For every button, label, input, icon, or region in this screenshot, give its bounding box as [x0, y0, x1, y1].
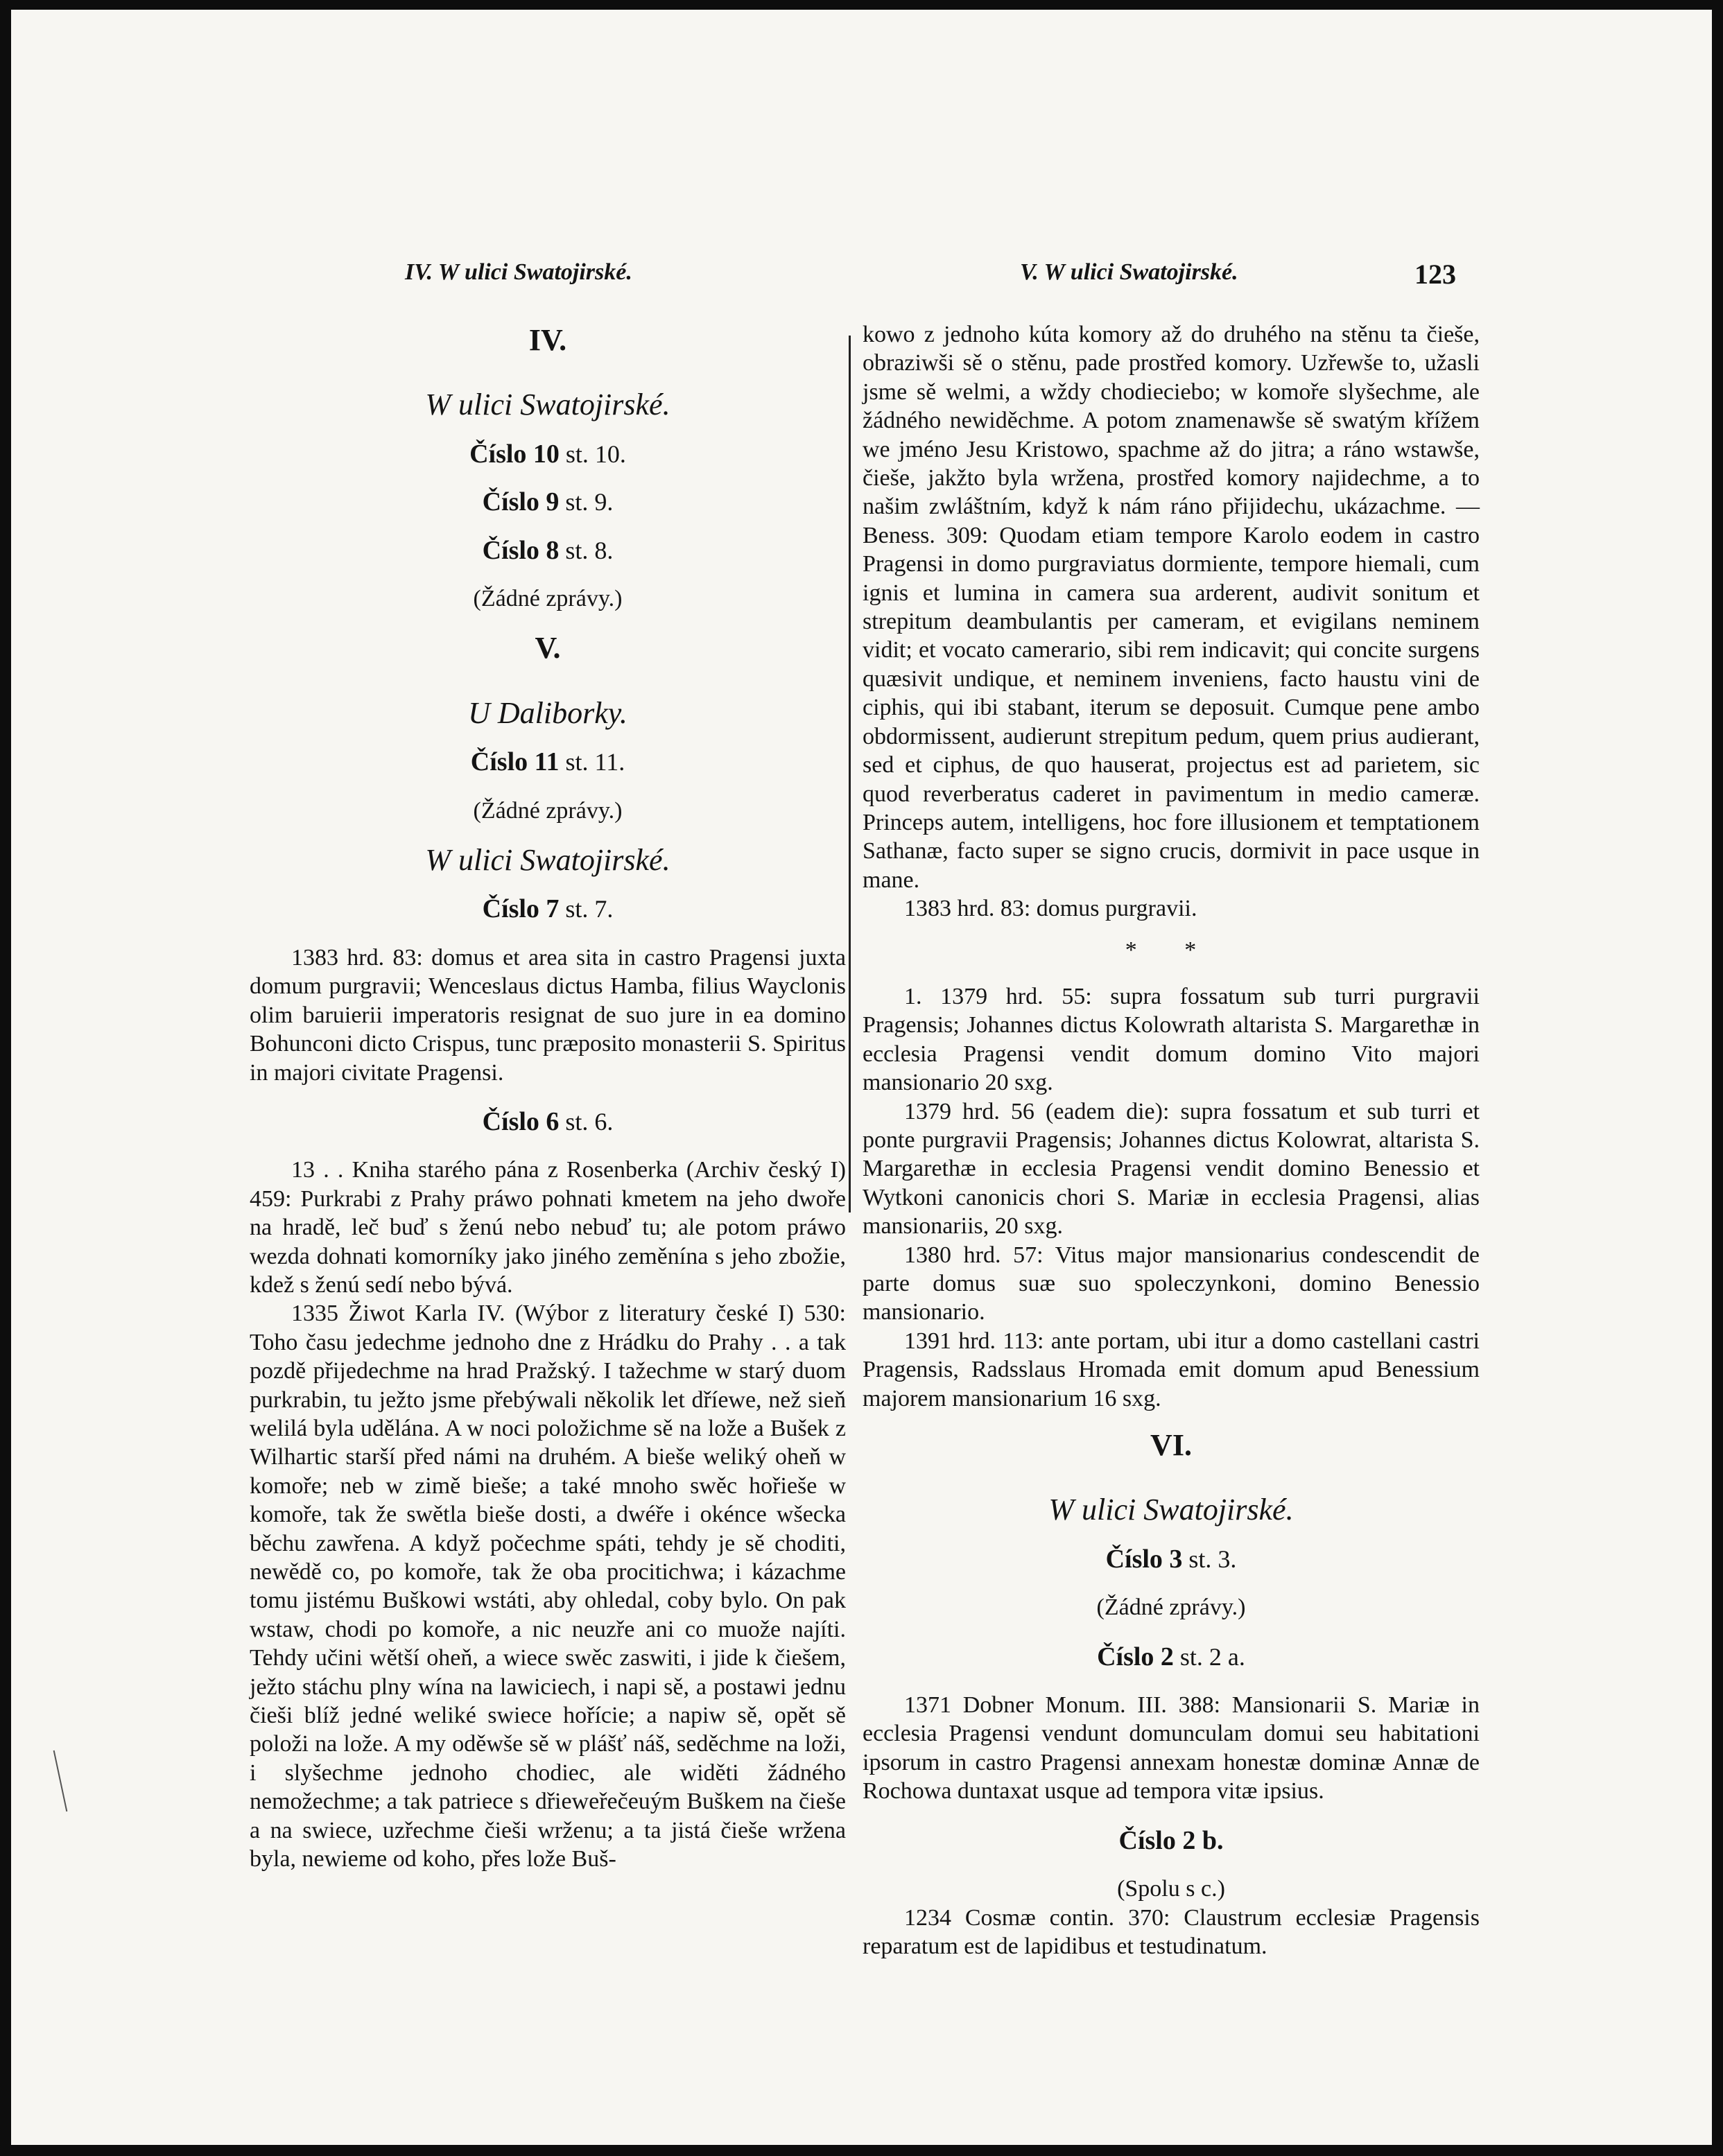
record-paragraph: 1234 Cosmæ contin. 370: Claustrum ecclesiæ Pragensis reparatum est de lapidibus et testudinatum. [863, 1904, 1480, 1959]
margin-scratch-mark [53, 1750, 68, 1811]
house-number-9: Číslo 9 st. 9. [482, 487, 614, 517]
subheading-street: W ulici Swatojirské. [425, 388, 670, 422]
house-number-2a: Číslo 2 st. 2 a. [1097, 1642, 1245, 1671]
record-paragraph: 1. 1379 hrd. 55: supra fossatum sub turri purgravii Pragensis; Johannes dictus Kolowrath altarista S. Margarethæ in ecclesia Pragensi vendit domum domino Vito majori mansionario 20 sxg. [863, 983, 1480, 1096]
house-number-11: Číslo 11 st. 11. [470, 747, 625, 777]
subheading-street: W ulici Swatojirské. [425, 843, 670, 878]
left-running-title: IV. W ulici Swatojirské. [405, 259, 632, 285]
right-column [863, 320, 1480, 1961]
house-number-2b: Číslo 2 b. [1118, 1825, 1224, 1855]
record-paragraph: 1391 hrd. 113: ante portam, ubi itur a domo castellani castri Pragensis, Radsslaus Hromada emit domum apud Benessium majorem mansionarium 16 sxg. [863, 1328, 1480, 1411]
section-heading-v: V. [535, 631, 561, 666]
no-records-note: (Žádné zprávy.) [473, 797, 623, 824]
page-number: 123 [1414, 259, 1456, 290]
no-records-note: (Žádné zprávy.) [1096, 1594, 1246, 1621]
no-records-note: (Žádné zprávy.) [473, 586, 623, 612]
record-paragraph: 1383 hrd. 83: domus purgravii. [904, 896, 1197, 922]
house-number-10: Číslo 10 st. 10. [469, 439, 626, 469]
record-paragraph: 1379 hrd. 56 (eadem die): supra fossatum et sub turri et ponte purgravii Pragensis; Johannes dictus Kolowrat, altarista S. Margarethæ in ecclesia Pragensi vendit domino Benessio et Wytkoni canonicis chori S. Mariæ in ecclesia Pragensi, alias mansionariis, 20 sxg. [863, 1098, 1480, 1240]
section-heading-iv: IV. [528, 323, 567, 357]
record-paragraph: 1335 Žiwot Karla IV. (Wýbor z literatury české I) 530: Toho času jedechme jednoho dne z Hrádku do Prahy . . a tak pozdě přijedechme na hrad Pražský. I tažechme w starý duom purkrabin, tu ježto jsme přebýwali několik let dříewe, než sieň welilá byla udělána. A w noci položichme sě na lože a Bušek z Wilhartic starší před námi na druhém. A bieše weliký oheň w komoře; neb w zimě bieše; a také mnoho swěc hořieše w komoře, tak že swětla bieše dosti, a dwéře i okénce wšecka běchu zawřena. A když počechme spáti, tehdy je sě choditi, newědě co, po komoře, tak že oba procitichwa; i kázachme tomu jistému Buškowi wstáti, aby ohledal, coby bylo. On pak wstaw, chodi po komoře, a nic neuzře ani co muože najíti. Tehdy učini wětší oheň, a wiece swěc zaswiti, i jide k čiešem, ježto stáchu plny wína na lawiciech, i napi sě, a postawi jednu čieši blíž jedné weliké swiece hořície; a napiw sě, opět sě položi na lože. A my oděwše sě w plášť náš, seděchme na loži, i slyšechme jednoho chodiec, ale widěti žádného nemožechme; a tak patriece s dřieweřečeuým Buškem na čieše a na swiece, uzřechme čieši wrženu; a ta jistá čieše wržena byla, newieme od koho, přes lože Buš- [250, 1301, 846, 1872]
section-asterisks: * * [1125, 937, 1218, 963]
record-paragraph: 1371 Dobner Monum. III. 388: Mansionarii S. Mariæ in ecclesia Pragensi vendunt domunculam domui seu habitationi ipsorum in castro Pragensi annexam honestæ dominæ Annæ de Rochowa duntaxat usque ad tempora vitæ ipsius. [863, 1692, 1480, 1805]
book-page [11, 10, 1712, 2145]
subheading-street: W ulici Swatojirské. [1048, 1493, 1294, 1527]
house-number-8: Číslo 8 st. 8. [482, 535, 614, 565]
section-heading-vi: VI. [1150, 1428, 1192, 1463]
house-number-6: Číslo 6 st. 6. [482, 1106, 614, 1136]
right-running-title: V. W ulici Swatojirské. [1020, 259, 1238, 285]
record-paragraph: 13 . . Kniha starého pána z Rosenberka (Archiv český I) 459: Purkrabi z Prahy práwo pohnati kmetem na jeho dwoře na hradě, leč buď s ženú nebo nebuď tu; ale potom práwo wezda dohnati komorníky jako jiného zeměnína s jeho zbožie, kdež s ženú sedí nebo bývá. [250, 1157, 846, 1298]
record-paragraph: 1380 hrd. 57: Vitus major mansionarius condescendit de parte domus suæ suo spoleczynkoni, domino Benessio mansionario. [863, 1242, 1480, 1325]
subheading-daliborka: U Daliborky. [468, 695, 627, 730]
record-paragraph: 1383 hrd. 83: domus et area sita in castro Pragensi juxta domum purgravii; Wenceslaus dictus Hamba, filius Wayclonis olim baruierii imperatoris resignat de suo jure in ea domino Bohunconi dicto Crispus, tunc præposito monasterii S. Spiritus in majori civitate Pragensi. [250, 944, 846, 1086]
house-number-3: Číslo 3 st. 3. [1105, 1544, 1237, 1574]
column-divider [849, 336, 851, 1212]
house-number-7: Číslo 7 st. 7. [482, 894, 614, 924]
together-note: (Spolu s c.) [1117, 1876, 1225, 1902]
left-column [250, 320, 846, 1873]
record-paragraph: kowo z jednoho kúta komory až do druhého na stěnu ta čieše, obraziwši sě o stěnu, pade prostřed komory. Uzřewše to, užasli jsme sě welmi, a wždy chodieciebo; w komoře slyšechme, ale žádného newiděchme. A potom znamenawše sě swatým křížem we jméno Jesu Kristowo, spachme až do jitra; a ráno wstawše, čieše, jakžto byla wržena, prostřed komory najidechme, a to našim zwláštním, když k nám ráno přijidechu, ukázachme. — Beness. 309: Quodam etiam tempore Karolo eodem in castro Pragensi in domo purgraviatus dormiente, tempore hiemali, cum ignis et lumina in camera sua arderent, audivit sonitum et strepitum deambulantis per cameram, et evigilans neminem vidit; et vocato camerario, sibi rem indicavit; qui concite surgens quæsivit undique, et neminem inveniens, facto haustu vini de ciphis, qui ibi stabant, iterum se deposuit. Cumque pene ambo obdormissent, audierunt strepitum pedum, quem prius audierant, sed et ciphus, de quo hauserat, projectus est ad parietem, sic quod reverberatus caderet in pavimentum in medio cameræ. Princeps autem, intelligens, hoc fore illusionem et temptationem Sathanæ, facto super se signo crucis, dormivit in pace usque in mane. [863, 322, 1480, 893]
